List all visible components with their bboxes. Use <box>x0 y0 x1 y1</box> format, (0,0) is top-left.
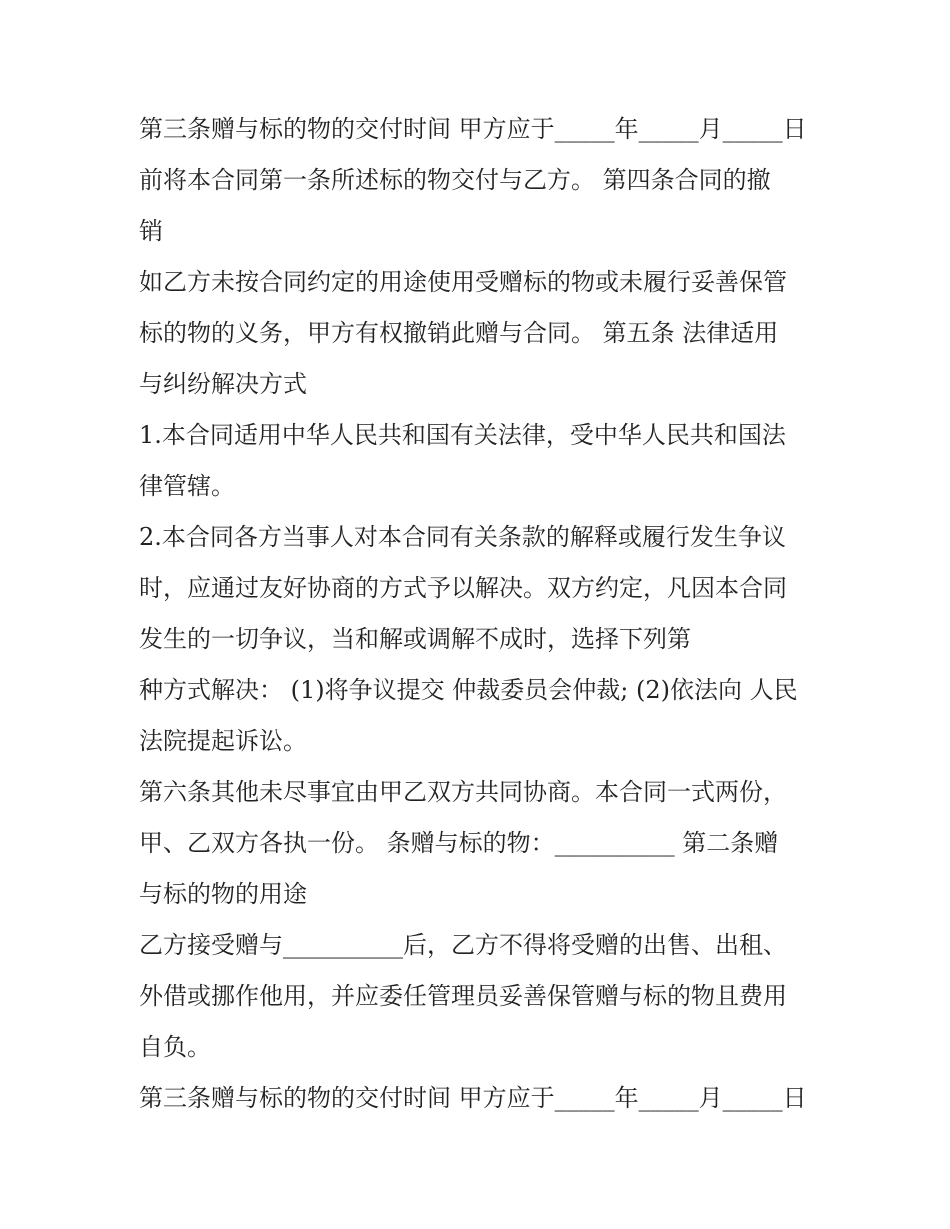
text-line: 与纠纷解决方式 <box>139 370 307 398</box>
text-line: 甲、乙双方各执一份。 条赠与标的物：__________ 第二条赠 <box>139 829 779 857</box>
text-line: 自负。 <box>139 1033 211 1061</box>
text-line: 如乙方未按合同约定的用途使用受赠标的物或未履行妥善保管 <box>139 268 787 296</box>
text-line: 乙方接受赠与__________后，乙方不得将受赠的出售、出租、 <box>139 931 787 959</box>
text-line: 律管辖。 <box>139 472 235 500</box>
text-line: 法院提起诉讼。 <box>139 727 307 755</box>
text-line: 第三条赠与标的物的交付时间 甲方应于_____年_____月_____日 <box>139 115 807 143</box>
text-line: 第三条赠与标的物的交付时间 甲方应于_____年_____月_____日 <box>139 1084 807 1112</box>
text-line: 1.本合同适用中华人民共和国有关法律，受中华人民共和国法 <box>139 421 786 449</box>
text-line: 发生的一切争议，当和解或调解不成时，选择下列第 <box>139 625 691 653</box>
text-line: 前将本合同第一条所述标的物交付与乙方。 第四条合同的撤 <box>139 166 771 194</box>
text-line: 第六条其他未尽事宜由甲乙双方共同协商。本合同一式两份， <box>139 778 787 806</box>
text-line: 标的物的义务，甲方有权撤销此赠与合同。 第五条 法律适用 <box>139 319 779 347</box>
text-line: 外借或挪作他用，并应委任管理员妥善保管赠与标的物且费用 <box>139 982 787 1010</box>
text-line: 时，应通过友好协商的方式予以解决。双方约定，凡因本合同 <box>139 574 787 602</box>
text-line: 种方式解决： (1)将争议提交 仲裁委员会仲裁; (2)依法向 人民 <box>139 676 798 704</box>
text-line: 与标的物的用途 <box>139 880 307 908</box>
contract-text <box>139 104 819 1124</box>
text-line: 销 <box>139 217 163 245</box>
text-line: 2.本合同各方当事人对本合同有关条款的解释或履行发生争议 <box>139 523 786 551</box>
